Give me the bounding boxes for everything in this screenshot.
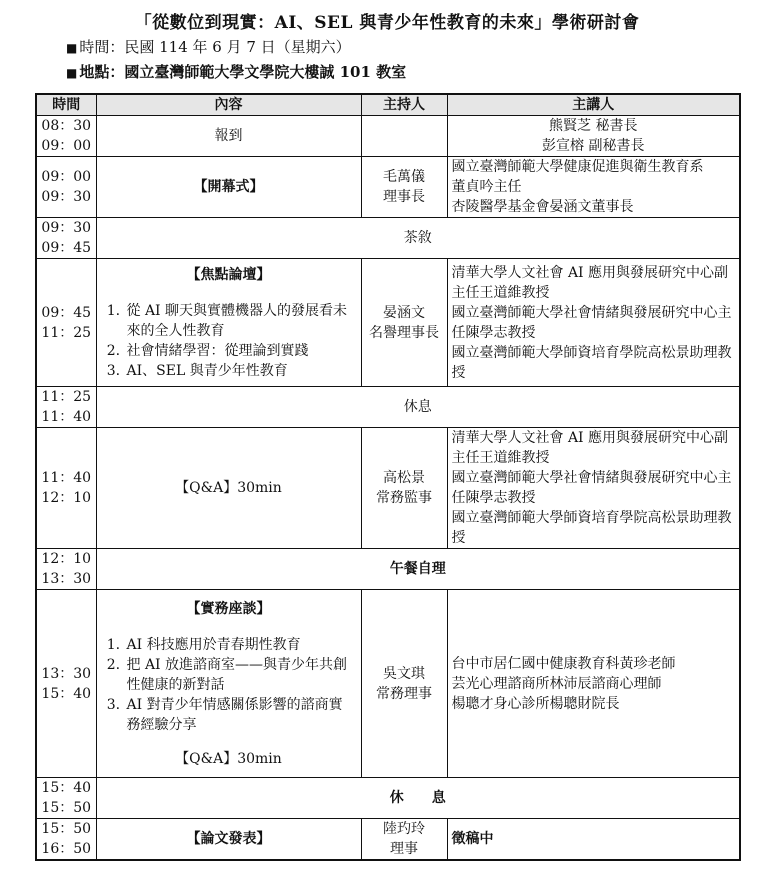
time-cell: 13：30 15：40 [36,590,96,778]
time-cell: 09：00 09：30 [36,157,96,218]
time-cell: 11：40 12：10 [36,428,96,549]
speaker-cell: 國立臺灣師範大學健康促進與衛生教育系 董貞吟主任 杏陵醫學基金會晏涵文董事長 [447,157,740,218]
bullet-square: ■ [66,41,78,55]
content-cell: 【論文發表】 [96,819,361,861]
host-cell: 晏涵文 名譽理事長 [361,259,447,387]
bullet-square: ■ [66,66,78,80]
host-cell: 毛萬儀 理事長 [361,157,447,218]
event-time [66,36,351,57]
host-cell: 高松景 常務監事 [361,428,447,549]
host-cell: 陸玓玲 理事 [361,819,447,861]
time-cell: 15：50 16：50 [36,819,96,861]
host-cell [361,116,447,157]
list-item: 2. 社會情緒學習：從理論到實踐 [125,341,357,361]
schedule-table [35,93,741,861]
event-location-text: 地點：國立臺灣師範大學文學院大樓誠 101 教室 [79,63,407,81]
list-item: 2. 把 AI 放進諮商室——與青少年共創性健康的新對話 [125,655,357,695]
content-cell: 報到 [96,116,361,157]
topic-list [101,635,357,735]
table-row [36,116,740,157]
speaker-cell: 台中市居仁國中健康教育科黃珍老師 芸光心理諮商所林沛辰諮商心理師 楊聰才身心診所楊聰財院長 [447,590,740,778]
page-title: 「從數位到現實：AI、SEL 與青少年性教育的未來」學術研討會 [134,13,640,33]
table-row [36,778,740,819]
content-cell [96,590,361,778]
header-time: 時間 [36,94,96,116]
speaker-cell: 清華大學人文社會 AI 應用與發展研究中心副主任王道維教授 國立臺灣師範大學社會情緒與發展研究中心主任陳學志教授 國立臺灣師範大學師資培育學院高松景助理教授 [447,259,740,387]
time-cell: 15：40 15：50 [36,778,96,819]
speaker-cell: 清華大學人文社會 AI 應用與發展研究中心副主任王道維教授 國立臺灣師範大學社會情緒與發展研究中心主任陳學志教授 國立臺灣師範大學師資培育學院高松景助理教授 [447,428,740,549]
qa-label: 【Q&A】30min [175,750,282,767]
content-cell: 【Q&A】30min [96,428,361,549]
block-title: 【焦點論壇】 [186,266,271,283]
table-row [36,590,740,778]
content-cell [96,259,361,387]
list-item: 1. 從 AI 聊天與實體機器人的發展看未來的全人性教育 [125,301,357,341]
host-cell: 吳文琪 常務理事 [361,590,447,778]
block-title: 【實務座談】 [186,600,271,617]
table-row [36,549,740,590]
header-speaker: 主講人 [447,94,740,116]
content-cell: 午餐自理 [96,549,740,590]
content-cell: 【開幕式】 [96,157,361,218]
time-cell: 08：30 09：00 [36,116,96,157]
time-cell: 12：10 13：30 [36,549,96,590]
table-row [36,157,740,218]
table-header-row [36,94,740,116]
table-row [36,387,740,428]
event-time-text: 時間：民國 114 年 6 月 7 日（星期六） [79,38,351,56]
table-row [36,819,740,861]
header-host: 主持人 [361,94,447,116]
content-cell: 休息 [96,387,740,428]
event-location [66,61,406,82]
header-content: 內容 [96,94,361,116]
table-row [36,428,740,549]
list-item: 3. AI、SEL 與青少年性教育 [125,361,357,381]
speaker-cell: 徵稿中 [447,819,740,861]
speaker-cell: 熊賢芝 秘書長 彭宣榕 副秘書長 [447,116,740,157]
list-item: 1. AI 科技應用於青春期性教育 [125,635,357,655]
time-cell: 09：30 09：45 [36,218,96,259]
list-item: 3. AI 對青少年情感關係影響的諮商實務經驗分享 [125,695,357,735]
table-row [36,218,740,259]
time-cell: 11：25 11：40 [36,387,96,428]
content-cell: 休 息 [96,778,740,819]
content-cell: 茶敘 [96,218,740,259]
topic-list [101,301,357,381]
time-cell: 09：45 11：25 [36,259,96,387]
table-row [36,259,740,387]
